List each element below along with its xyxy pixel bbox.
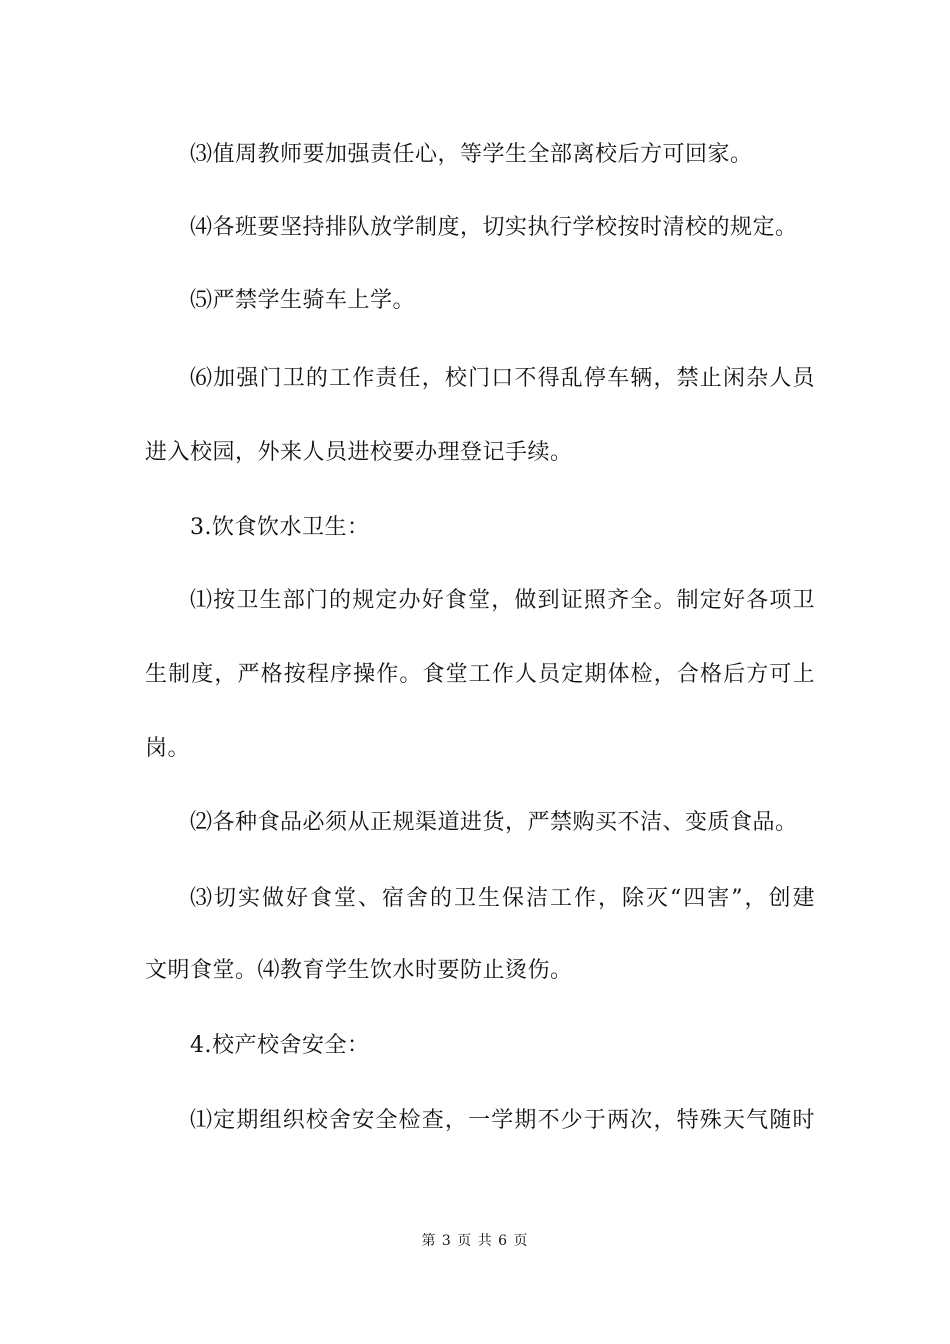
paragraph-line-10: ⑶切实做好食堂、宿舍的卫生保洁工作，除灭“四害”，创建 (190, 886, 815, 911)
paragraph-line-7: 生制度，严格按程序操作。食堂工作人员定期体检，合格后方可上 (145, 662, 815, 687)
section-heading-3: 3.饮食饮水卫生： (190, 515, 370, 540)
paragraph-line-5: 进入校园，外来人员进校要办理登记手续。 (145, 440, 573, 465)
paragraph-line-9: ⑵各种食品必须从正规渠道进货，严禁购买不洁、变质食品。 (190, 810, 798, 835)
paragraph-line-2: ⑷各班要坚持排队放学制度，切实执行学校按时清校的规定。 (190, 215, 798, 240)
paragraph-line-4: ⑹加强门卫的工作责任，校门口不得乱停车辆，禁止闲杂人员 (190, 366, 815, 391)
page-number-footer: 第 3 页 共 6 页 (421, 1233, 529, 1249)
paragraph-line-11: 文明食堂。⑷教育学生饮水时要防止烫伤。 (145, 958, 573, 983)
paragraph-line-1: ⑶值周教师要加强责任心，等学生全部离校后方可回家。 (190, 142, 753, 167)
section-heading-4: 4.校产校舍安全： (190, 1033, 370, 1058)
paragraph-line-3: ⑸严禁学生骑车上学。 (190, 288, 416, 313)
paragraph-line-8: 岗。 (145, 736, 191, 761)
paragraph-line-6: ⑴按卫生部门的规定办好食堂，做到证照齐全。制定好各项卫 (190, 588, 815, 613)
paragraph-line-12: ⑴定期组织校舍安全检查，一学期不少于两次，特殊天气随时 (190, 1108, 815, 1133)
